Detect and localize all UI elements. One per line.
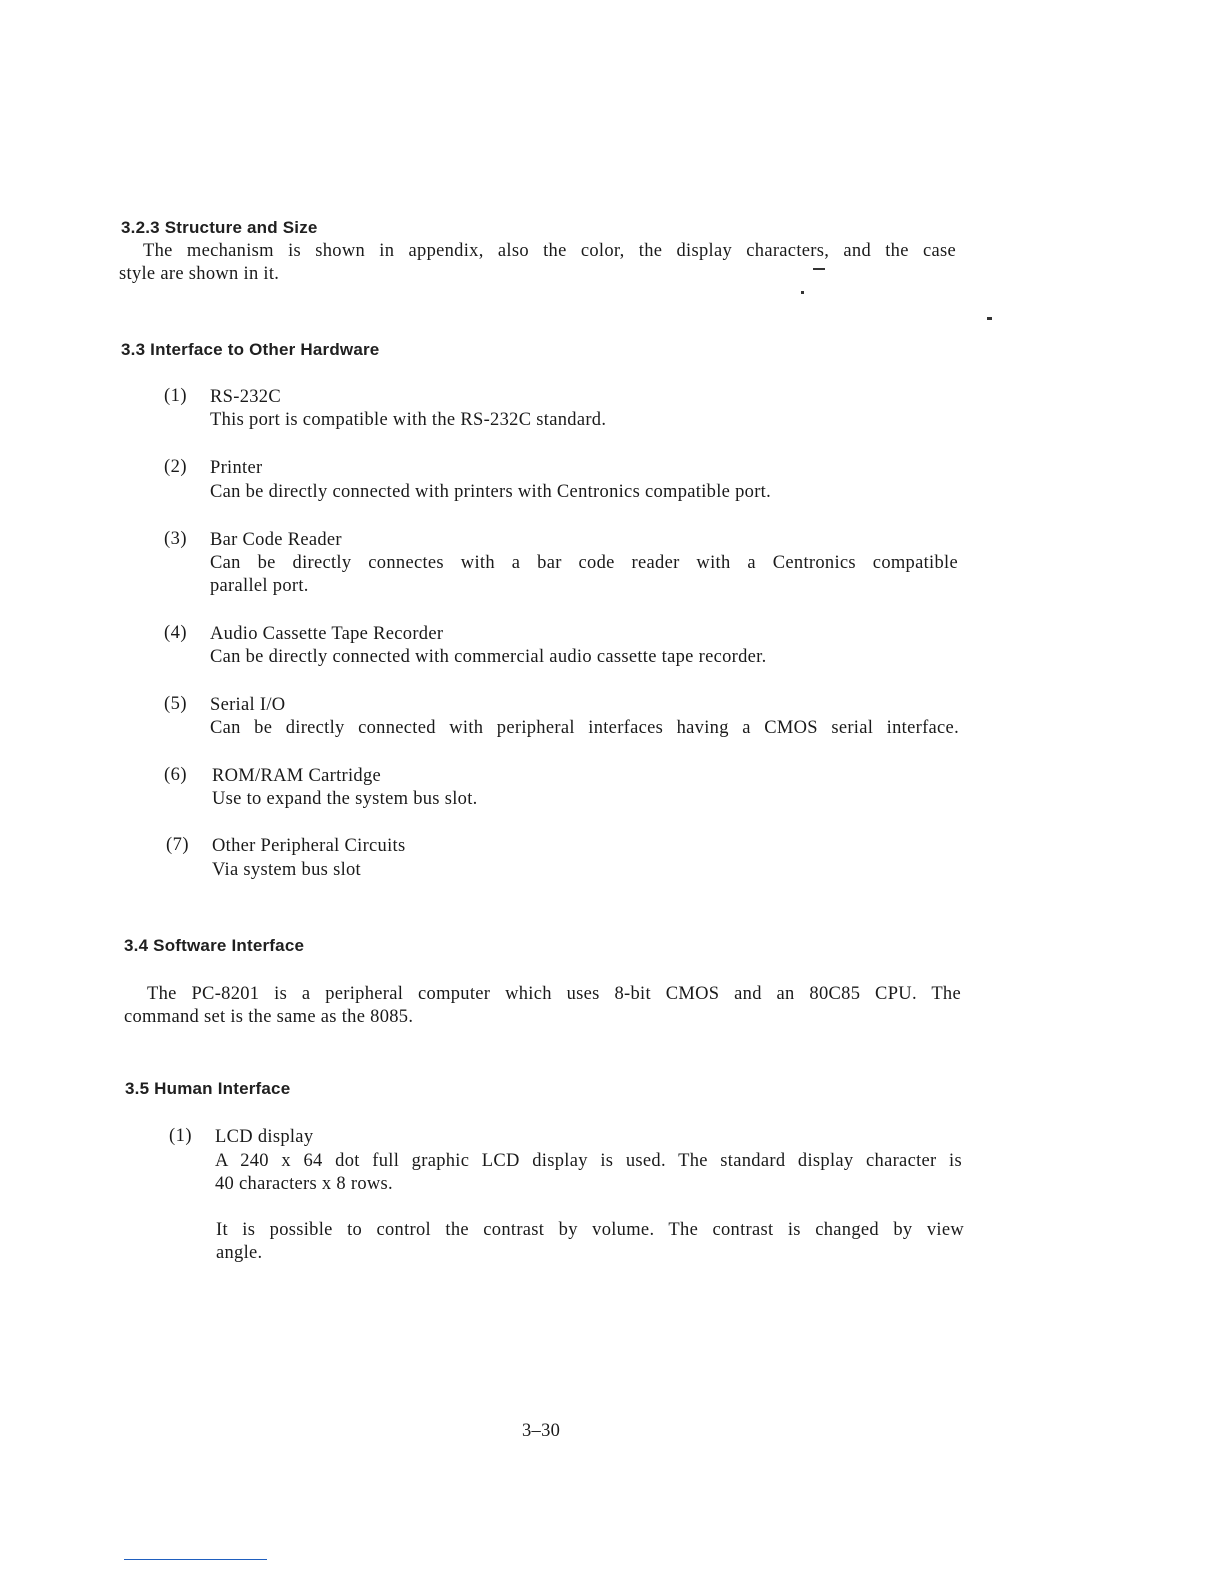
item-number: (1) bbox=[169, 1126, 193, 1146]
item-number: (5) bbox=[164, 694, 188, 714]
bottom-rule bbox=[124, 1559, 267, 1560]
scan-speck bbox=[987, 317, 992, 320]
item-title: Serial I/O bbox=[210, 695, 286, 715]
software-paragraph-line2: command set is the same as the 8085. bbox=[124, 1007, 414, 1027]
section-heading-structure-size: 3.2.3 Structure and Size bbox=[121, 218, 318, 237]
item-number: (4) bbox=[164, 623, 188, 643]
structure-paragraph-line1: The mechanism is shown in appendix, also the color, the display characters, and the case bbox=[143, 241, 956, 261]
lcd-paragraph1-line1: A 240 x 64 dot full graphic LCD display is used. The standard display character is bbox=[215, 1151, 962, 1171]
item-description: Can be directly connectes with a bar code reader with a Centronics compatible bbox=[210, 553, 958, 573]
item-title: Other Peripheral Circuits bbox=[212, 836, 406, 856]
item-title: Audio Cassette Tape Recorder bbox=[210, 624, 444, 644]
scan-speck bbox=[813, 268, 825, 270]
software-paragraph-line1: The PC-8201 is a peripheral computer which uses 8-bit CMOS and an 80C85 CPU. The bbox=[147, 984, 961, 1004]
item-number: (3) bbox=[164, 529, 188, 549]
lcd-paragraph1-line2: 40 characters x 8 rows. bbox=[215, 1174, 393, 1194]
item-description: Via system bus slot bbox=[212, 860, 361, 880]
item-description: Can be directly connected with commercial audio cassette tape recorder. bbox=[210, 647, 767, 667]
item-title: LCD display bbox=[215, 1127, 314, 1147]
item-number: (1) bbox=[164, 386, 188, 406]
lcd-paragraph2-line2: angle. bbox=[216, 1243, 263, 1263]
item-description: Can be directly connected with printers with Centronics compatible port. bbox=[210, 482, 772, 502]
item-title: Bar Code Reader bbox=[210, 530, 342, 550]
item-description: Use to expand the system bus slot. bbox=[212, 789, 478, 809]
item-title: Printer bbox=[210, 458, 263, 478]
item-number: (7) bbox=[166, 835, 190, 855]
item-title: RS-232C bbox=[210, 387, 281, 407]
item-description: Can be directly connected with peripheral interfaces having a CMOS serial interface. bbox=[210, 718, 959, 738]
page-number: 3–30 bbox=[522, 1421, 561, 1441]
item-number: (2) bbox=[164, 457, 188, 477]
section-heading-human-interface: 3.5 Human Interface bbox=[125, 1079, 291, 1098]
item-number: (6) bbox=[164, 765, 188, 785]
scan-speck bbox=[801, 291, 804, 294]
section-heading-software-interface: 3.4 Software Interface bbox=[124, 936, 305, 955]
item-title: ROM/RAM Cartridge bbox=[212, 766, 382, 786]
section-heading-interface-hardware: 3.3 Interface to Other Hardware bbox=[121, 340, 380, 359]
item-description: parallel port. bbox=[210, 576, 309, 596]
structure-paragraph-line2: style are shown in it. bbox=[119, 264, 280, 284]
lcd-paragraph2-line1: It is possible to control the contrast by volume. The contrast is changed by view bbox=[216, 1220, 964, 1240]
item-description: This port is compatible with the RS-232C standard. bbox=[210, 410, 607, 430]
